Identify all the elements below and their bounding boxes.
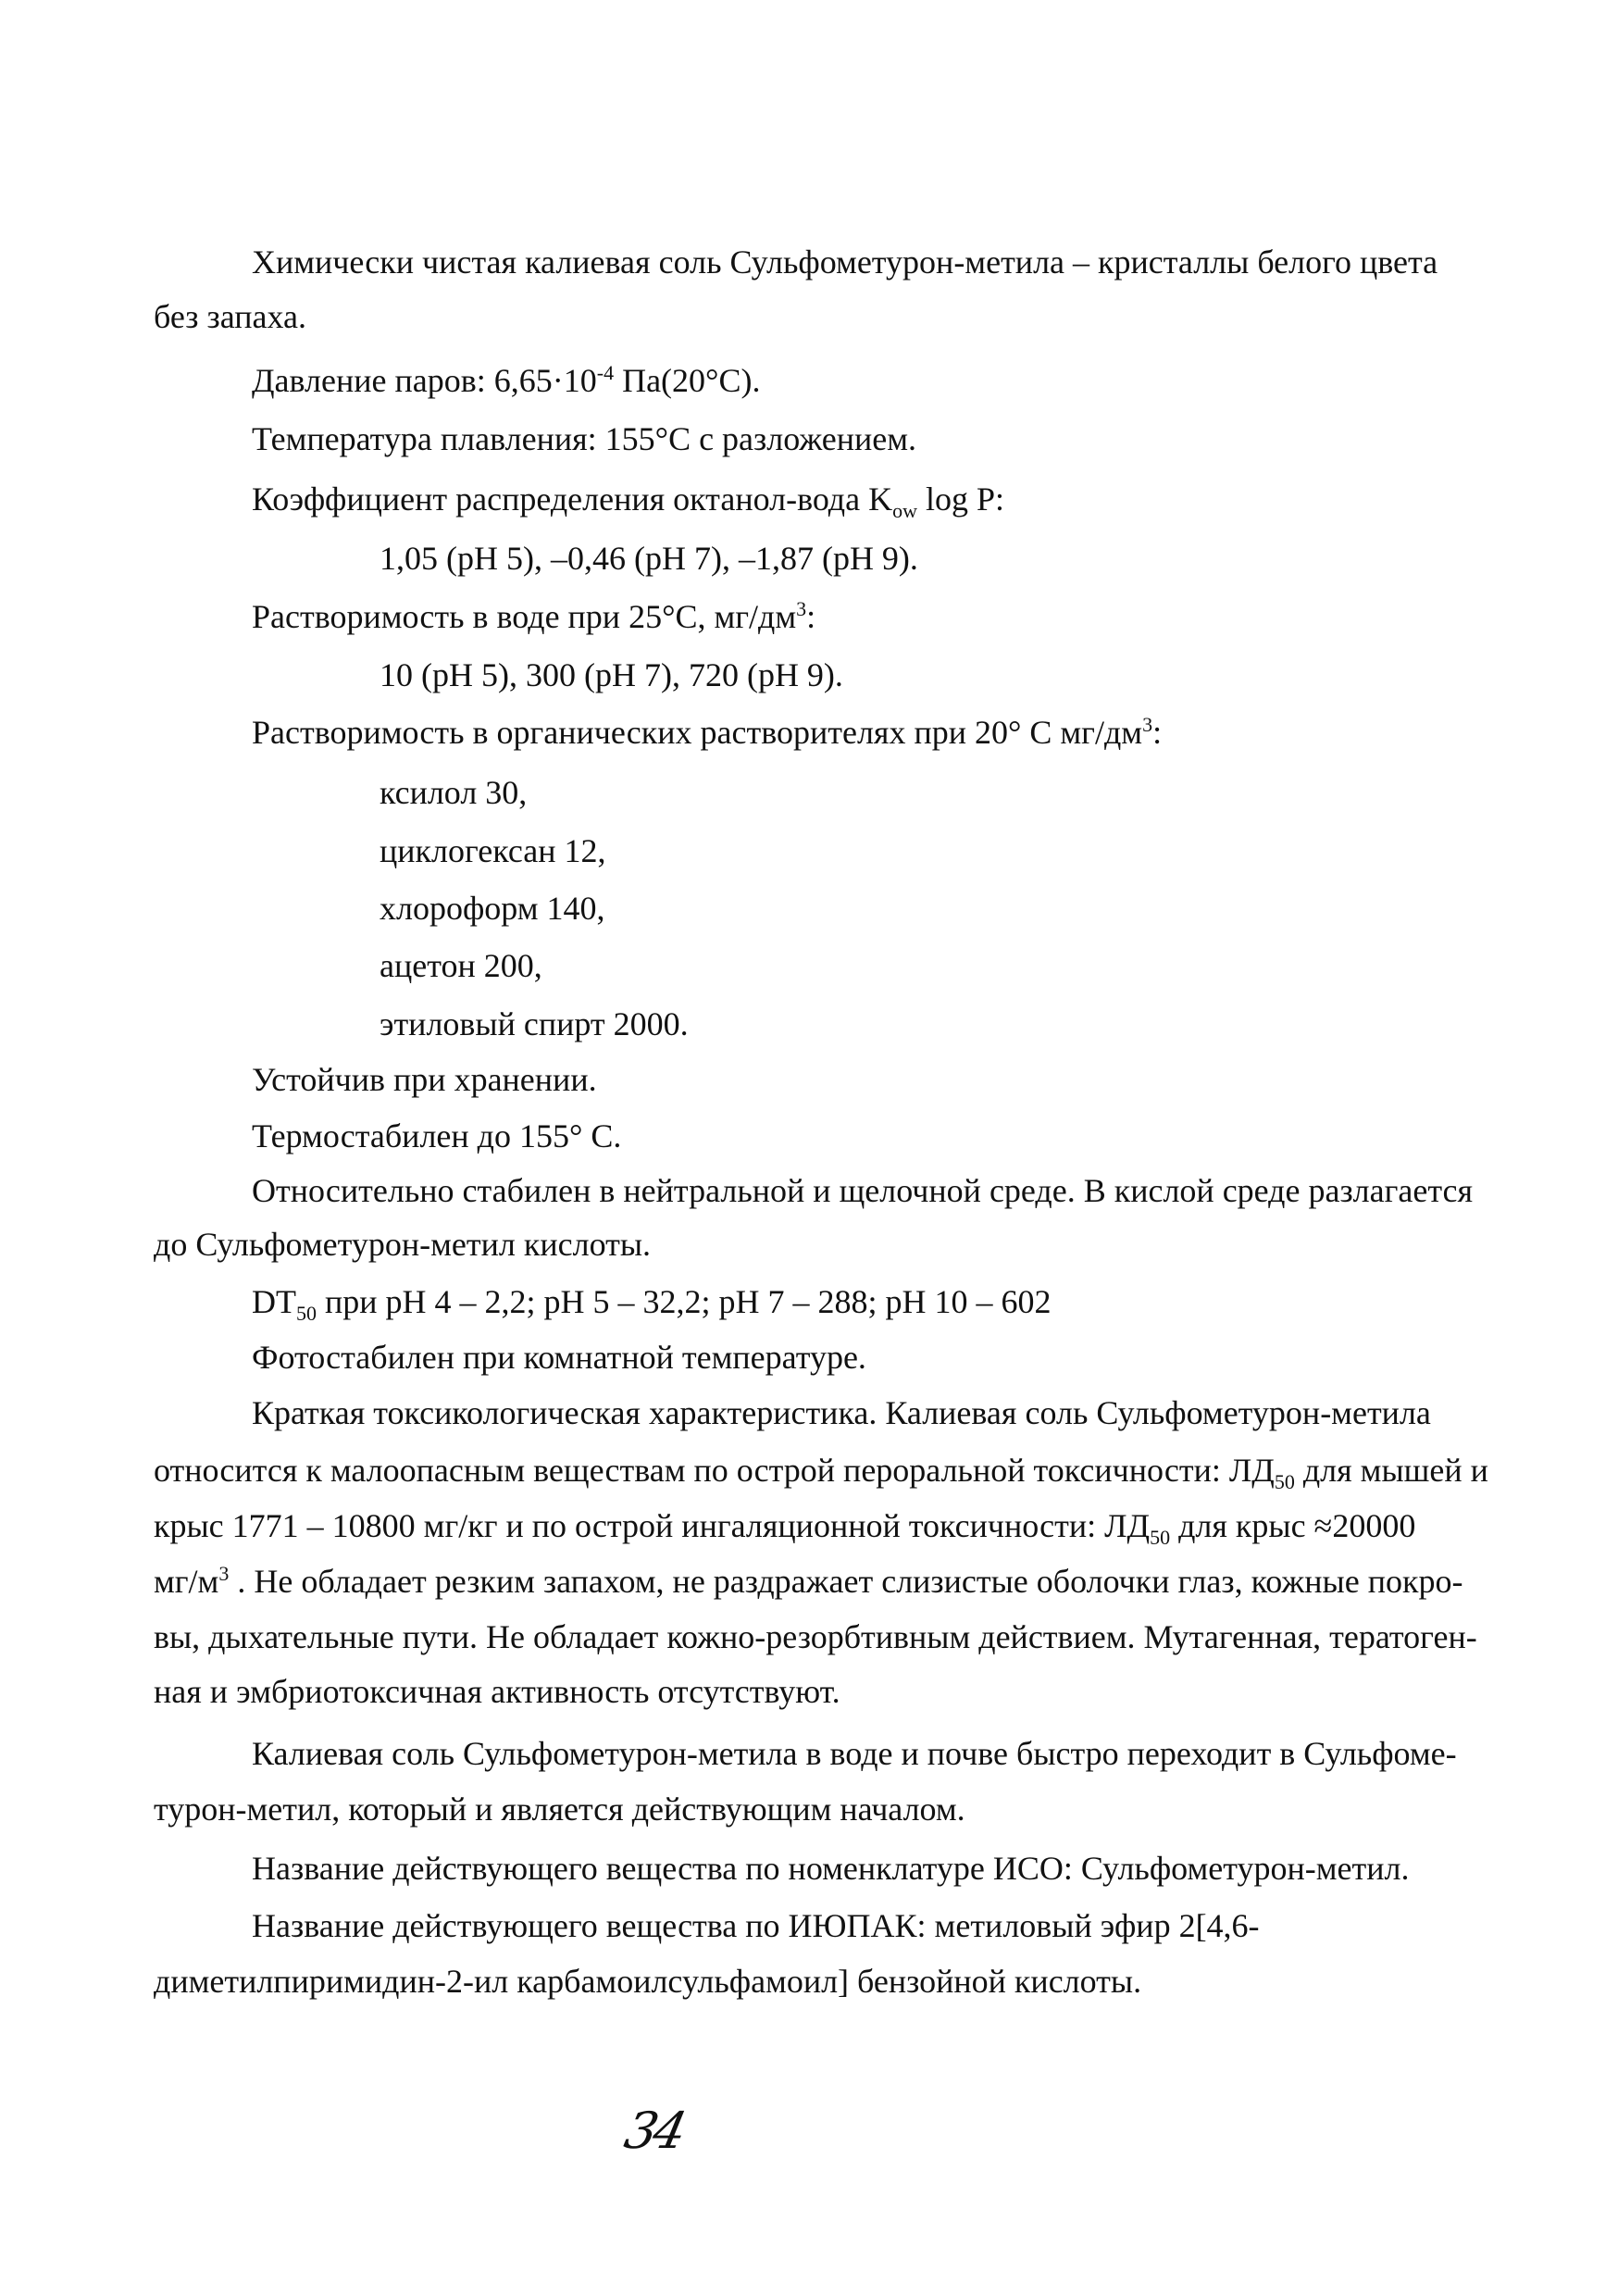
description-line: без запаха.	[154, 298, 306, 335]
stability-line: до Сульфометурон-метил кислоты.	[154, 1226, 652, 1263]
iupac-name-line: диметилпиримидин-2-ил карбамоилсульфамоил] бензойной кислоты.	[154, 1963, 1142, 2000]
solvent-item: ксилол 30,	[380, 774, 528, 811]
solvent-item: хлороформ 140,	[380, 890, 605, 927]
iupac-name-line: Название действующего вещества по ИЮПАК: метиловый эфир 2[4,6-	[252, 1907, 1260, 1944]
toxicology-line: Краткая токсикологическая характеристика. Калиевая соль Сульфометурон-метила	[252, 1394, 1431, 1431]
conversion-line: Калиевая соль Сульфометурон-метила в воде и почве быстро переходит в Сульфоме-	[252, 1735, 1457, 1772]
iso-name-line: Название действующего вещества по номенклатуре ИСО: Сульфометурон-метил.	[252, 1850, 1410, 1887]
text-line	[154, 1225, 651, 1265]
text-line	[252, 243, 1464, 282]
toxicology-line: крыс 1771 – 10800 мг/кг и по острой ингаляционной токсичности: $ЛД_{50}$ для крыс ≈20000	[154, 1507, 1416, 1550]
solvent-item: ацетон 200,	[380, 947, 542, 984]
text-line	[154, 297, 306, 337]
description-line: Химически чистая калиевая соль Сульфометурон-метила – кристаллы белого цвета	[252, 243, 1438, 281]
kow-values-line: 1,05 (pH 5), –0,46 (pH 7), –1,87 (pH 9).	[380, 540, 918, 577]
text-line	[252, 1171, 1474, 1211]
dt50-line: $DT_{50}$ при pH 4 – 2,2; pH 5 – 32,2; pH 7 – 288; pH 10 – 602	[252, 1283, 1052, 1326]
conversion-line: турон-метил, который и является действующим началом.	[154, 1791, 965, 1828]
melting-point-line: Температура плавления: 155°С с разложением.	[252, 420, 916, 457]
solvent-item: этиловый спирт 2000.	[380, 1005, 689, 1042]
storage-line: Устойчив при хранении.	[252, 1061, 597, 1098]
toxicology-line: вы, дыхательные пути. Не обладает кожно-резорбтивным действием. Мутагенная, тератоген-	[154, 1618, 1477, 1655]
vapor-pressure-line: Давление паров: $6,65\cdot 10^{-4}$ Па(20°С).	[252, 361, 761, 399]
solvent-item: циклогексан 12,	[380, 832, 606, 869]
toxicology-line: ная и эмбриотоксичная активность отсутствуют.	[154, 1673, 840, 1710]
organic-solubility-line: Растворимость в органических растворителях при 20° С $мг/дм^3$:	[252, 713, 1163, 751]
stability-line: Относительно стабилен в нейтральной и щелочной среде. В кислой среде разлагается	[252, 1172, 1474, 1209]
kow-line: Коэффициент распределения октанол-вода $K_{ow}$ log P:	[252, 480, 1005, 523]
page-number: 34	[619, 2102, 689, 2160]
thermostability-line: Термостабилен до 155° С.	[252, 1117, 622, 1154]
water-solubility-values-line: 10 (pH 5), 300 (pH 7), 720 (pH 9).	[380, 656, 843, 693]
water-solubility-line: Растворимость в воде при 25°С, $мг/дм^3$:	[252, 597, 816, 635]
toxicology-line: относится к малоопасным веществам по острой пероральной токсичности: $ЛД_{50}$ для мышей и	[154, 1452, 1488, 1494]
text-line	[252, 1393, 1464, 1433]
toxicology-line: $мг/м^3$ . Не обладает резким запахом, не раздражает слизистые оболочки глаз, кожные покро-	[154, 1562, 1463, 1600]
photostability-line: Фотостабилен при комнатной температуре.	[252, 1339, 866, 1376]
